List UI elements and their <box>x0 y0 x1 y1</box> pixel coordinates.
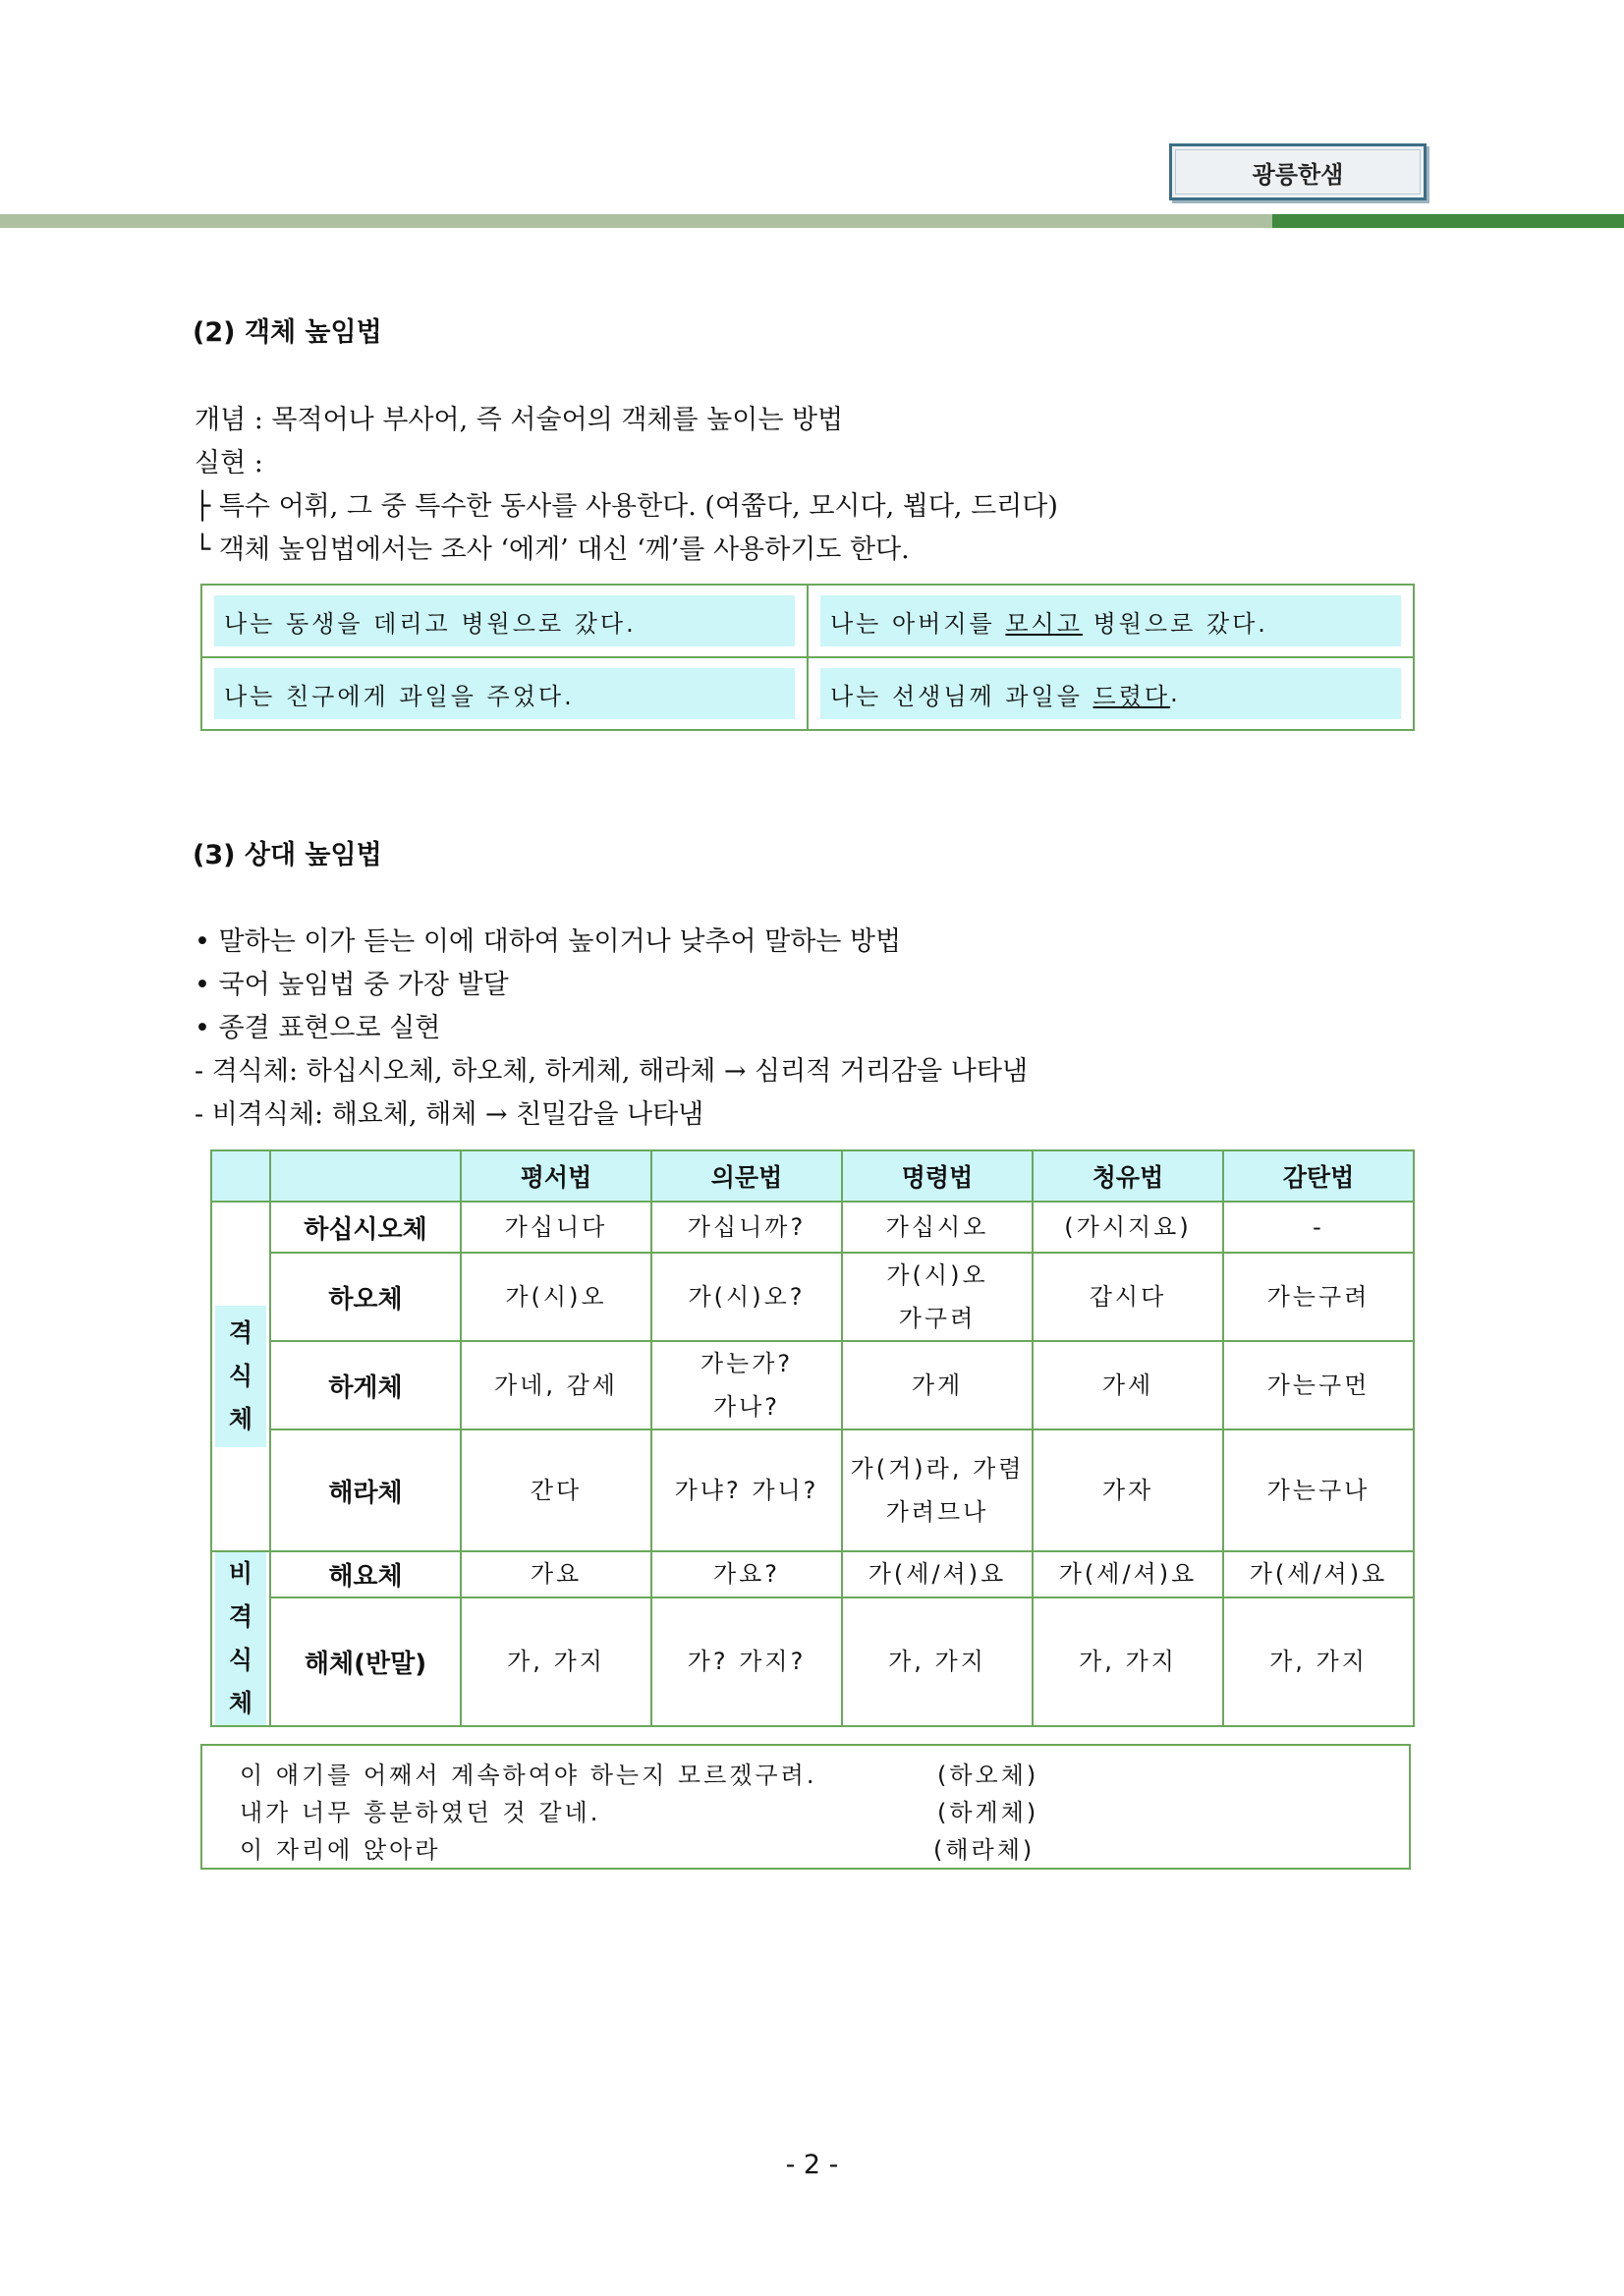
table-header-row <box>211 1150 1414 1202</box>
table-cell: 갑시다 <box>1033 1253 1223 1341</box>
honorific-verb: 드렸다 <box>1092 682 1171 710</box>
table-cell: 가(세/셔)요 <box>1033 1551 1223 1597</box>
table-row <box>211 1551 1414 1597</box>
table-cell: 가자 <box>1033 1429 1223 1551</box>
row-header: 해요체 <box>270 1551 461 1597</box>
section3-heading: (3) 상대 높임법 <box>193 840 382 870</box>
speech-level-table <box>210 1149 1415 1727</box>
example-sentence: 이 자리에 앉아라 <box>240 1836 441 1864</box>
row-header: 해라체 <box>270 1429 461 1551</box>
table-cell: 가(시)오? <box>651 1253 842 1341</box>
table-cell: 가? 가지? <box>651 1597 842 1726</box>
table-cell: 가(세/셔)요 <box>842 1551 1033 1597</box>
section3-line-3: • 종결 표현으로 실현 <box>195 1013 441 1043</box>
example-plain: 나는 친구에게 과일을 주었다. <box>214 668 795 719</box>
speech-level-examples <box>200 1744 1411 1870</box>
brand-badge <box>1169 143 1427 200</box>
column-header: 명령법 <box>842 1150 1033 1202</box>
table-cell: 가는구려 <box>1223 1253 1414 1341</box>
table-cell: 가는가? 가나? <box>651 1341 842 1429</box>
example-sentence: 내가 너무 흥분하였던 것 같네. <box>240 1799 601 1826</box>
table-cell: 가십니다 <box>461 1202 651 1253</box>
example-honorific: 나는 선생님께 과일을 드렸다 . <box>820 668 1401 719</box>
table-cell: 가, 가지 <box>842 1597 1033 1726</box>
group-formal: 격 식 체 <box>211 1202 270 1551</box>
section3-line-1: • 말하는 이가 듣는 이에 대하여 높이거나 낮추어 말하는 방법 <box>195 926 902 957</box>
table-cell: 간다 <box>461 1429 651 1551</box>
example-tag: (해라체) <box>933 1836 1036 1864</box>
table-cell: 가네, 감세 <box>461 1341 651 1429</box>
table-cell: 가는구먼 <box>1223 1341 1414 1429</box>
row-header: 하십시오체 <box>270 1202 461 1253</box>
table-cell: 가, 가지 <box>1223 1597 1414 1726</box>
example-row <box>201 657 1414 730</box>
honorific-verb: 모시고 <box>1005 609 1083 638</box>
section2-line-4: └ 객체 높임법에서는 조사 ‘에게’ 대신 ‘께’를 사용하기도 한다. <box>195 534 910 565</box>
object-honorific-examples <box>200 584 1415 731</box>
table-cell: 가, 가지 <box>1033 1597 1223 1726</box>
table-cell: 가는구나 <box>1223 1429 1414 1551</box>
section2-line-2: 실현 : <box>195 448 263 478</box>
column-header: 청유법 <box>1033 1150 1223 1202</box>
table-cell: 가요? <box>651 1551 842 1597</box>
example-honorific: 나는 아버지를 모시고 병원으로 갔다. <box>820 595 1401 646</box>
table-cell: 가, 가지 <box>461 1597 651 1726</box>
table-cell: 가요 <box>461 1551 651 1597</box>
table-cell: 가냐? 가니? <box>651 1429 842 1551</box>
table-cell: 가(시)오 <box>461 1253 651 1341</box>
group-informal: 비 격 식 체 <box>211 1551 270 1726</box>
example-tag: (하게체) <box>937 1799 1039 1826</box>
column-header: 평서법 <box>461 1150 651 1202</box>
page-number: - 2 - <box>785 2150 839 2180</box>
table-row <box>211 1429 1414 1551</box>
column-header: 감탄법 <box>1223 1150 1414 1202</box>
example-plain: 나는 동생을 데리고 병원으로 갔다. <box>214 595 795 646</box>
brand-label: 광릉한샘 <box>1252 160 1344 189</box>
row-header: 해체(반말) <box>270 1597 461 1726</box>
table-cell: 가세 <box>1033 1341 1223 1429</box>
table-cell: 가게 <box>842 1341 1033 1429</box>
header-rule-dark <box>1272 214 1624 228</box>
table-row <box>211 1341 1414 1429</box>
table-cell: 가십니까? <box>651 1202 842 1253</box>
section2-heading: (2) 객체 높임법 <box>193 317 382 348</box>
table-cell: (가시지요) <box>1033 1202 1223 1253</box>
table-row <box>211 1597 1414 1726</box>
example-tag: (하오체) <box>937 1762 1039 1789</box>
section2-line-1: 개념 : 목적어나 부사어, 즉 서술어의 객체를 높이는 방법 <box>195 405 844 435</box>
example-row <box>201 585 1414 657</box>
section3-line-5: - 비격식체: 해요체, 해체 → 친밀감을 나타냄 <box>195 1099 704 1130</box>
column-header: 의문법 <box>651 1150 842 1202</box>
row-header: 하오체 <box>270 1253 461 1341</box>
section3-line-2: • 국어 높임법 중 가장 발달 <box>195 970 509 1000</box>
table-cell: 가십시오 <box>842 1202 1033 1253</box>
table-cell: 가(세/셔)요 <box>1223 1551 1414 1597</box>
table-row <box>211 1202 1414 1253</box>
section2-line-3: ├ 특수 어휘, 그 중 특수한 동사를 사용한다. (여쭙다, 모시다, 뵙다, 드리다) <box>195 491 1058 522</box>
example-sentence: 이 얘기를 어째서 계속하여야 하는지 모르겠구려. <box>240 1762 817 1789</box>
row-header: 하게체 <box>270 1341 461 1429</box>
table-row <box>211 1253 1414 1341</box>
section3-line-4: - 격식체: 하십시오체, 하오체, 하게체, 해라체 → 심리적 거리감을 나타냄 <box>195 1056 1029 1087</box>
table-cell: - <box>1223 1202 1414 1253</box>
table-cell: 가(시)오 가구려 <box>842 1253 1033 1341</box>
header-rule-light <box>0 214 1272 228</box>
table-cell: 가(거)라, 가렴 가려므나 <box>842 1429 1033 1551</box>
